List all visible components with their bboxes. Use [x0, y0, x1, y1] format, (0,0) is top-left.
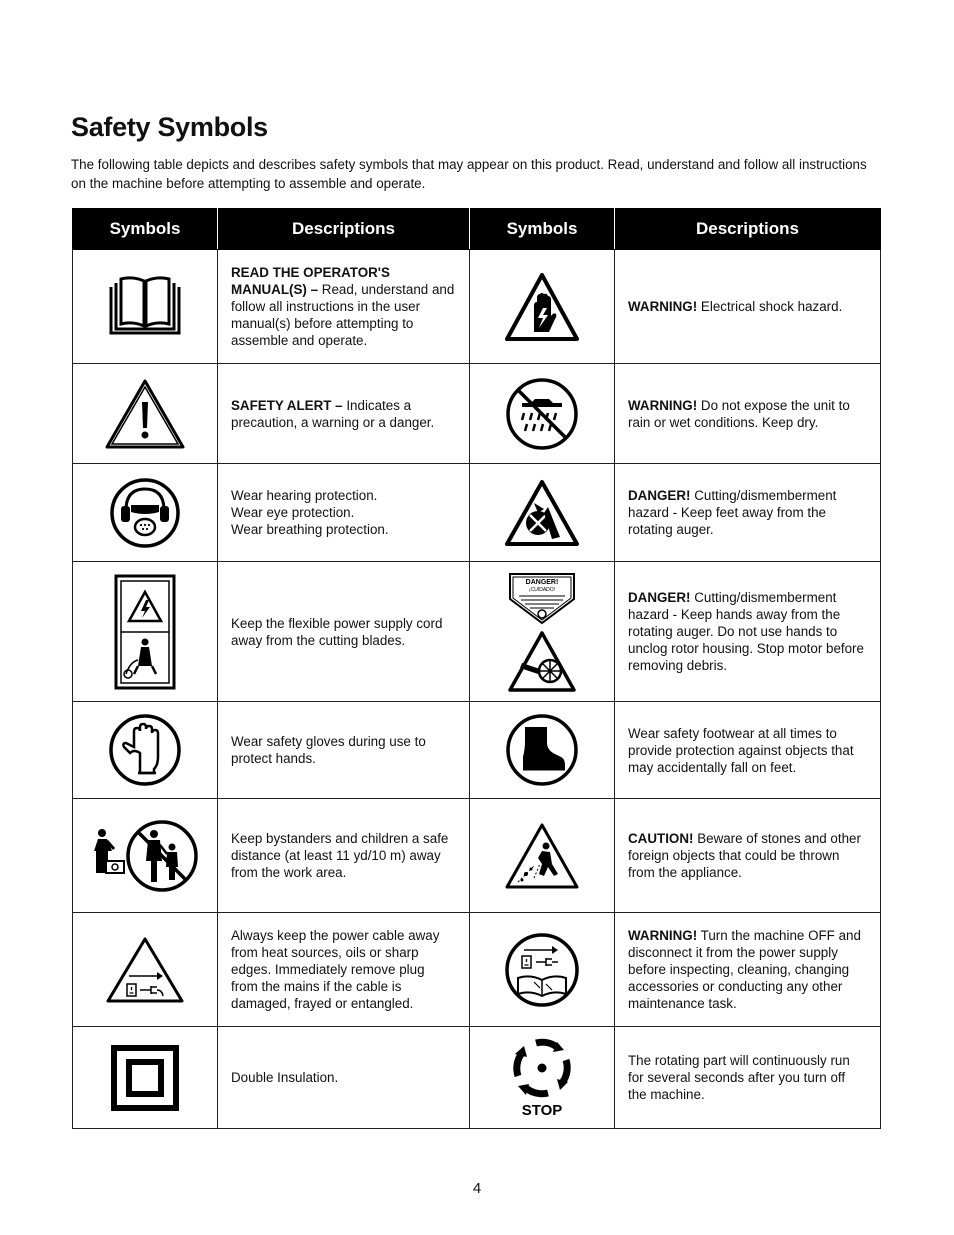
- safety-gloves-icon: [108, 713, 182, 787]
- symbol-cell: [73, 1027, 218, 1129]
- rotating-stop-icon: [510, 1038, 574, 1118]
- safety-footwear-icon: [505, 713, 579, 787]
- description-cell: WARNING! Electrical shock hazard.: [615, 250, 881, 364]
- hearing-eye-breathing-protection-icon: [109, 477, 181, 549]
- symbol-cell: [73, 364, 218, 464]
- disconnect-power-manual-icon: [504, 932, 580, 1008]
- table-row: [73, 250, 881, 364]
- header-symbols: Symbols: [470, 209, 615, 250]
- header-symbols: Symbols: [73, 209, 218, 250]
- description-cell: Keep bystanders and children a safe distance (at least 11 yd/10 m) away from the work area.: [218, 799, 470, 913]
- svg-text:¡CUIDADO!: ¡CUIDADO!: [528, 586, 556, 593]
- table-row: [73, 702, 881, 799]
- symbol-cell: [470, 464, 615, 562]
- header-descriptions: Descriptions: [615, 209, 881, 250]
- table-row: [73, 913, 881, 1027]
- power-cord-blades-icon: [114, 574, 176, 690]
- symbol-cell: [470, 1027, 615, 1129]
- symbol-cell: [470, 250, 615, 364]
- description-cell: Double Insulation.: [218, 1027, 470, 1129]
- symbol-cell: [73, 702, 218, 799]
- symbol-cell: [73, 464, 218, 562]
- table-row: [73, 562, 881, 702]
- description-cell: DANGER! Cutting/dismemberment hazard - Keep feet away from the rotating auger.: [615, 464, 881, 562]
- description-cell: Always keep the power cable away from heat sources, oils or sharp edges. Immediately remove plug from the mains if the cable is damaged, frayed or entangled.: [218, 913, 470, 1027]
- page-title: Safety Symbols: [71, 112, 268, 142]
- hands-auger-hazard-icon: [506, 571, 578, 693]
- page-number: 4: [472, 1180, 482, 1197]
- header-descriptions: Descriptions: [218, 209, 470, 250]
- description-cell: CAUTION! Beware of stones and other foreign objects that could be thrown from the appliance.: [615, 799, 881, 913]
- table-header-row: [73, 209, 881, 250]
- symbol-cell: [470, 562, 615, 702]
- table-row: [73, 799, 881, 913]
- symbol-cell: [470, 364, 615, 464]
- electrical-shock-hazard-icon: [504, 272, 580, 342]
- table-row: [73, 464, 881, 562]
- power-cable-warning-icon: [105, 936, 185, 1004]
- safety-alert-icon: [104, 378, 186, 450]
- description-cell: WARNING! Do not expose the unit to rain or wet conditions. Keep dry.: [615, 364, 881, 464]
- description-cell: WARNING! Turn the machine OFF and disconnect it from the power supply before inspecting, cleaning, changing accessories or conducting any other maintenance task.: [615, 913, 881, 1027]
- symbol-cell: [73, 250, 218, 364]
- description-cell: READ THE OPERATOR'S MANUAL(S) – Read, understand and follow all instructions in the user manual(s) before attempting to assemble and operate.: [218, 250, 470, 364]
- table-row: [73, 1027, 881, 1129]
- no-rain-icon: [505, 377, 579, 451]
- description-cell: Keep the flexible power supply cord away from the cutting blades.: [218, 562, 470, 702]
- intro-text: The following table depicts and describes safety symbols that may appear on this product. Read, understand and follow all instructions on the machine before attempting to assemble and operate.: [71, 157, 867, 191]
- symbol-cell: [73, 913, 218, 1027]
- description-cell: Wear hearing protection. Wear eye protection. Wear breathing protection.: [218, 464, 470, 562]
- svg-text:DANGER!: DANGER!: [525, 578, 559, 586]
- svg-text:STOP: STOP: [521, 1101, 563, 1118]
- description-cell: SAFETY ALERT – Indicates a precaution, a warning or a danger.: [218, 364, 470, 464]
- description-cell: The rotating part will continuously run for several seconds after you turn off the machine.: [615, 1027, 881, 1129]
- description-cell: Wear safety footwear at all times to provide protection against objects that may accidentally fall on feet.: [615, 702, 881, 799]
- double-insulation-icon: [111, 1045, 179, 1111]
- symbol-cell: [73, 562, 218, 702]
- symbol-cell: [470, 702, 615, 799]
- symbol-cell: [470, 799, 615, 913]
- symbol-cell: [73, 799, 218, 913]
- symbol-cell: [470, 913, 615, 1027]
- description-cell: DANGER! Cutting/dismemberment hazard - Keep hands away from the rotating auger. Do not use hands to unclog rotor housing. Stop motor before removing debris.: [615, 562, 881, 702]
- table-row: [73, 364, 881, 464]
- safety-symbols-table: [72, 208, 881, 1129]
- read-manual-icon: [108, 275, 182, 339]
- description-cell: Wear safety gloves during use to protect hands.: [218, 702, 470, 799]
- thrown-objects-icon: [504, 822, 580, 890]
- keep-bystanders-away-icon: [90, 817, 200, 895]
- feet-auger-hazard-icon: [504, 479, 580, 547]
